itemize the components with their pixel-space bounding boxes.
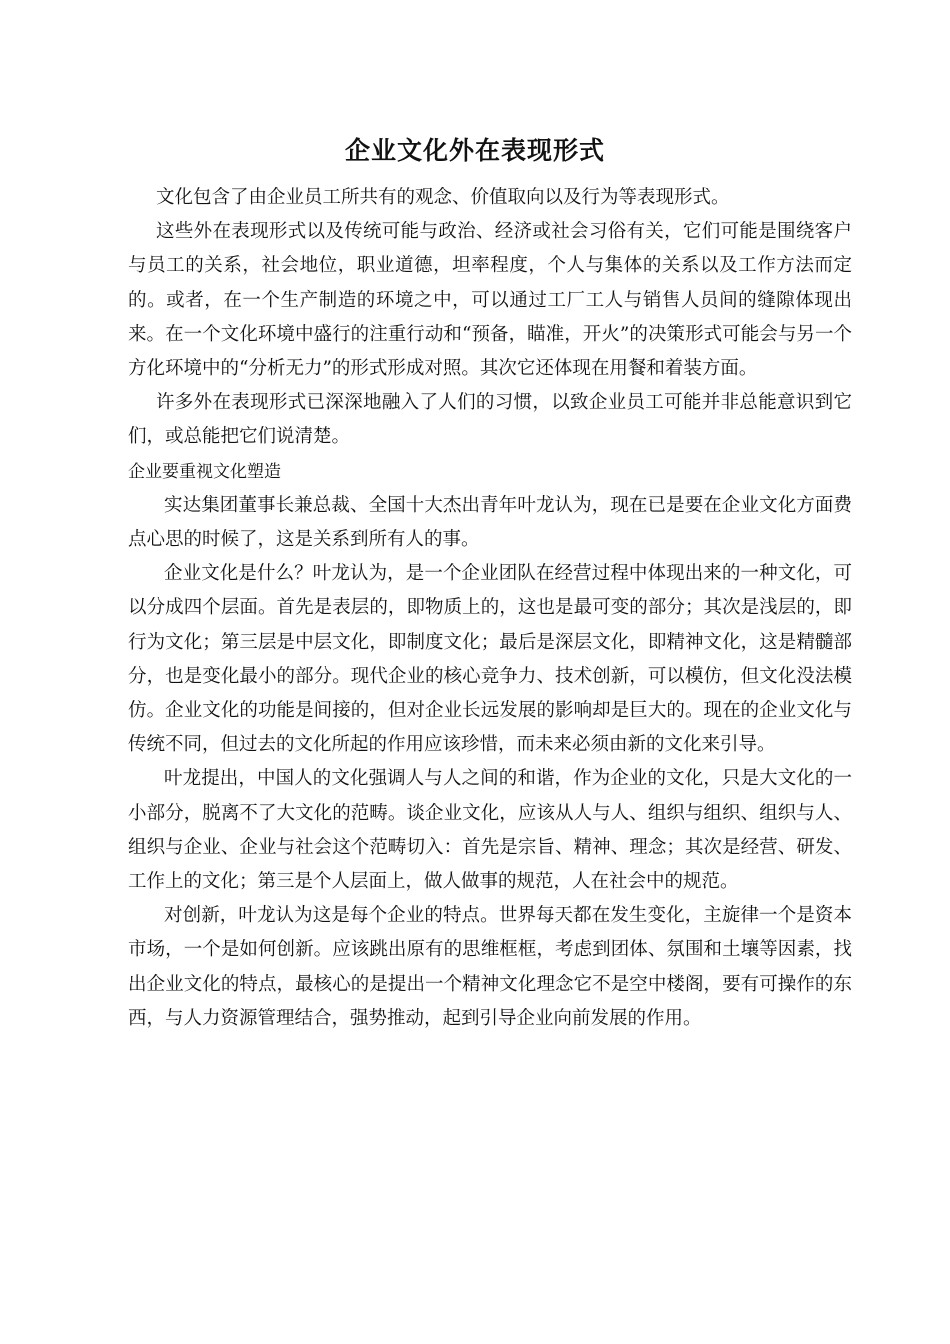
paragraph: 这些外在表现形式以及传统可能与政治、经济或社会习俗有关，它们可能是围绕客户与员工的关系，社会地位，职业道德，坦率程度，个人与集体的关系以及工作方法而定的。或者，在一个生产制造的环境之中，可以通过工厂工人与销售人员间的缝隙体现出来。在一个文化环境中盛行的注重行动和“预备，瞄准，开火”的决策形式可能会与另一个方化环境中的“分析无力”的形式形成对照。其次它还体现在用餐和着装方面。 (128, 221, 852, 380)
paragraph: 文化包含了由企业员工所共有的观念、价值取向以及行为等表现形式。 (156, 187, 730, 208)
section-heading: 企业要重视文化塑造 (128, 461, 281, 482)
paragraph: 叶龙提出，中国人的文化强调人与人之间的和谐，作为企业的文化，只是大文化的一小部分，脱离不了大文化的范畴。谈企业文化，应该从人与人、组织与组织、组织与人、组织与企业、企业与社会这个范畴切入：首先是宗旨、精神、理念；其次是经营、研发、工作上的文化；第三是个人层面上，做人做事的规范，人在社会中的规范。 (128, 768, 852, 893)
paragraph: 对创新，叶龙认为这是每个企业的特点。世界每天都在发生变化，主旋律一个是资本市场，一个是如何创新。应该跳出原有的思维框框，考虑到团体、氛围和土壤等因素，找出企业文化的特点，最核心的是提出一个精神文化理念它不是空中楼阁，要有可操作的东西，与人力资源管理结合，强势推动，起到引导企业向前发展的作用。 (128, 905, 852, 1029)
paragraph: 实达集团董事长兼总裁、全国十大杰出青年叶龙认为，现在已是要在企业文化方面费点心思的时候了，这是关系到所有人的事。 (128, 494, 852, 551)
document-body (128, 181, 852, 1036)
paragraph: 许多外在表现形式已深深地融入了人们的习惯，以致企业员工可能并非总能意识到它们，或总能把它们说清楚。 (128, 392, 852, 448)
document-title: 企业文化外在表现形式 (344, 136, 605, 165)
paragraph: 企业文化是什么？叶龙认为，是一个企业团队在经营过程中体现出来的一种文化，可以分成四个层面。首先是表层的，即物质上的，这也是最可变的部分；其次是浅层的，即行为文化；第三层是中层文化，即制度文化；最后是深层文化，即精神文化，这是精髓部分，也是变化最小的部分。现代企业的核心竞争力、技术创新，可以模仿，但文化没法模仿。企业文化的功能是间接的，但对企业长远发展的影响却是巨大的。现在的企业文化与传统不同，但过去的文化所起的作用应该珍惜，而未来必须由新的文化来引导。 (128, 563, 852, 756)
